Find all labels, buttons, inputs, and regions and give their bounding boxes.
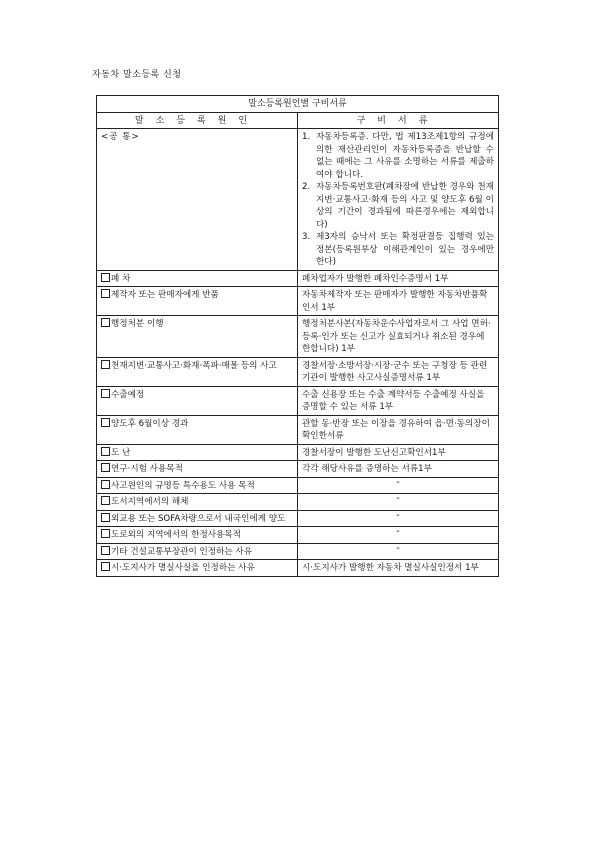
table-row [97, 316, 499, 358]
common-item [302, 131, 494, 181]
common-item-number: 1. [302, 132, 311, 142]
documents-cell: 자동차제작자 또는 판매자가 발행한 자동차반품확인서 1부 [298, 287, 499, 316]
header-documents: 구비서류 [298, 112, 499, 129]
checkbox[interactable] [101, 562, 110, 571]
cause-text: 도로외의 지역에서의 한정사용목적 [111, 530, 241, 540]
common-documents [298, 129, 499, 271]
table-row [97, 510, 499, 527]
table-row [97, 270, 499, 287]
checkbox[interactable] [101, 360, 110, 369]
documents-cell: ″ [298, 494, 499, 511]
cause-text: 시·도지사가 멸실사실을 인정하는 사유 [111, 563, 255, 573]
cause-text: 천재지변·교통사고·화재·폭파·매몰 등의 사고 [111, 360, 277, 371]
checkbox[interactable] [101, 463, 110, 472]
common-item-number: 3. [302, 232, 311, 242]
cause-text: 수출예정 [111, 389, 145, 400]
table-row [97, 444, 499, 461]
table-row [97, 415, 499, 444]
cancellation-documents-table [96, 95, 499, 577]
documents-cell: 행정처분사본(자동차운수사업자로서 그 사업 면허·등록·인가 또는 신고가 실효되거나 취소된 경우에 한합니다) 1부 [298, 316, 499, 358]
documents-cell: 경찰서장·소방서장·시장·군수 또는 구청장 등 관련기관이 발행한 사고사실증명서류 1부 [298, 357, 499, 386]
cause-cell [97, 543, 298, 560]
table-row [97, 543, 499, 560]
cause-cell [97, 316, 298, 358]
cause-text: 폐 차 [111, 273, 131, 284]
checkbox[interactable] [101, 513, 110, 522]
cause-cell [97, 477, 298, 494]
checkbox[interactable] [101, 418, 110, 427]
documents-cell: ″ [298, 543, 499, 560]
documents-cell: ″ [298, 477, 499, 494]
checkbox[interactable] [101, 318, 110, 327]
cause-text: 제작자 또는 판매자에게 반품 [111, 290, 219, 300]
common-item-text: 제3자의 승낙서 또는 확정판결등 집행력 있는 정본(등록원부상 이해관계인이 있는 경우에만 한다) [316, 232, 494, 267]
cause-cell [97, 287, 298, 316]
cause-text: 양도후 6월이상 경과 [111, 418, 189, 429]
table-caption: 말소등록원인별 구비서류 [97, 96, 499, 113]
table-row [97, 357, 499, 386]
cause-cell [97, 494, 298, 511]
common-item-number: 2. [302, 182, 311, 192]
documents-cell: 각각 해당사유를 증명하는 서류1부 [298, 461, 499, 478]
table-row [97, 386, 499, 415]
cause-cell [97, 386, 298, 415]
cause-text: 기타 건설교통부장관이 인정하는 사유 [111, 546, 253, 557]
cause-text: 사고원인의 규명등 특수용도 사용 목적 [111, 480, 255, 491]
checkbox[interactable] [101, 480, 110, 489]
cause-cell [97, 461, 298, 478]
cause-cell [97, 527, 298, 544]
common-item [302, 181, 494, 231]
checkbox[interactable] [101, 289, 110, 298]
table-row [97, 527, 499, 544]
table-row [97, 477, 499, 494]
cause-cell [97, 415, 298, 444]
checkbox[interactable] [101, 447, 110, 456]
cause-cell [97, 270, 298, 287]
header-cause: 말소등록원인 [97, 112, 298, 129]
documents-cell: 경찰서장이 발행한 도난신고확인서1부 [298, 444, 499, 461]
cause-text: 도 난 [111, 447, 131, 458]
cause-cell [97, 510, 298, 527]
common-label: <공 통> [97, 129, 298, 271]
documents-cell: 관할 동·반장 또는 이장을 경유하여 읍·면·동의장이 확인한서류 [298, 415, 499, 444]
documents-cell: ″ [298, 527, 499, 544]
common-item-text: 자동차등록번호판(폐차장에 반납한 경우와 천재지변·교통사고·화재 등의 사고 및 양도후 6월 이상의 기간이 경과됨에 따른경우에는 제외합니다) [316, 182, 494, 230]
cause-text: 도서지역에서의 해체 [111, 497, 189, 507]
common-item [302, 231, 494, 269]
page-title: 자동차 말소등록 신청 [92, 70, 182, 80]
common-item-text: 자동차등록증. 다만, 법 제13조제1항의 규정에 의한 재산관리인이 자동차등록증을 반납할 수 없는 때에는 그 사유를 소명하는 서류를 제출하여야 합니다. [316, 132, 494, 180]
cause-cell [97, 357, 298, 386]
documents-cell: 수출 신용장 또는 수출 계약서등 수출예정 사실을 증명할 수 있는 서류 1부 [298, 386, 499, 415]
checkbox[interactable] [101, 496, 110, 505]
cause-cell [97, 560, 298, 577]
checkbox[interactable] [101, 389, 110, 398]
documents-cell: 시·도지사가 발행한 자동차 멸실사실인정서 1부 [298, 560, 499, 577]
checkbox[interactable] [101, 529, 110, 538]
cause-text: 연구·시험 사용목적 [111, 464, 183, 474]
cause-cell [97, 444, 298, 461]
table-row [97, 560, 499, 577]
table-row [97, 494, 499, 511]
checkbox[interactable] [101, 273, 110, 282]
documents-cell: 폐차업자가 발행한 폐차인수증명서 1부 [298, 270, 499, 287]
table-row [97, 287, 499, 316]
documents-cell: ″ [298, 510, 499, 527]
cause-text: 외교용 또는 SOFA차량으로서 내국인에게 양도 [111, 513, 286, 524]
checkbox[interactable] [101, 546, 110, 555]
table-row [97, 461, 499, 478]
cause-text: 행정처분 이행 [111, 319, 164, 329]
